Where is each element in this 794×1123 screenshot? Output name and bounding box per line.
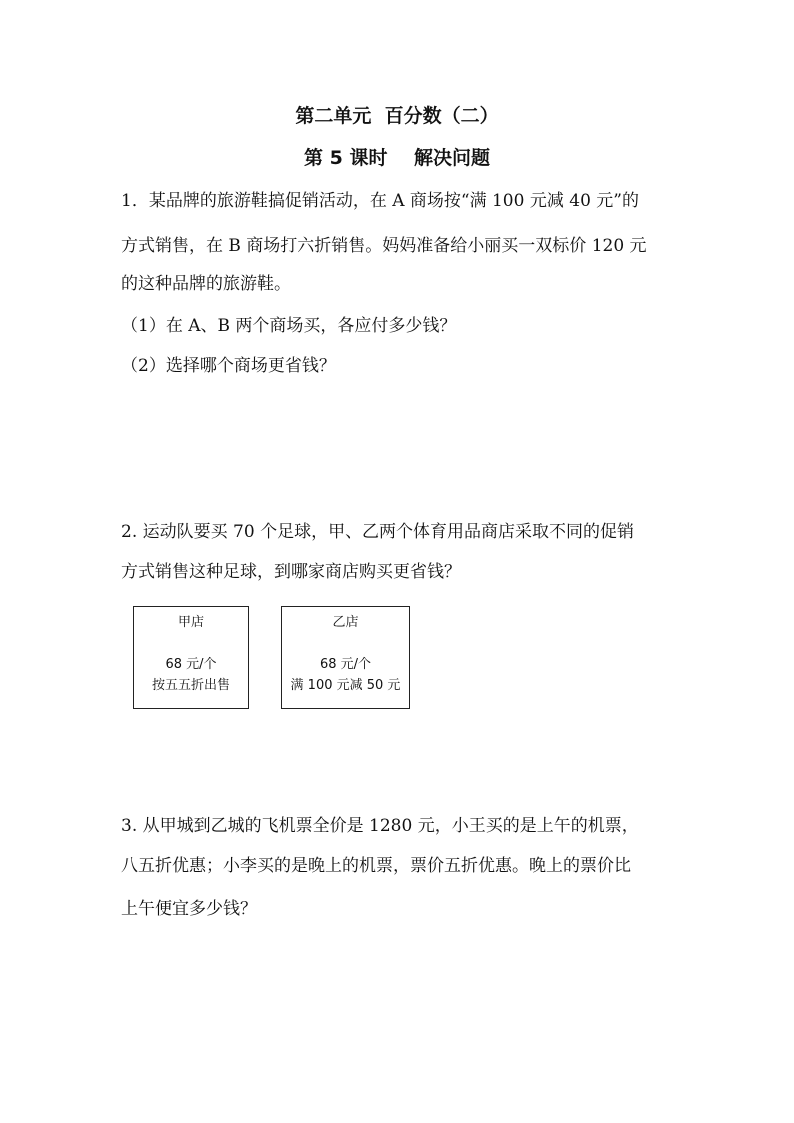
store-a-box: [133, 606, 249, 709]
question-2-line-1: 2. 运动队要买 70 个足球，甲、乙两个体育用品商店采取不同的促销: [121, 522, 635, 542]
store-b-name: 乙店: [332, 615, 359, 630]
question-1-line-1: 1．某品牌的旅游鞋搞促销活动，在 A 商场按“满 100 元减 40 元”的: [121, 191, 639, 211]
store-a-price: 68 元/个: [165, 657, 217, 672]
question-3-line-1: 3. 从甲城到乙城的飞机票全价是 1280 元，小王买的是上午的机票，: [121, 816, 639, 836]
store-b-deal: 满 100 元减 50 元: [290, 678, 401, 693]
question-1-line-3: 的这种品牌的旅游鞋。: [121, 274, 291, 294]
question-3-line-3: 上午便宜多少钱？: [121, 899, 257, 919]
lesson-title: 第 5 课时 解决问题: [304, 147, 490, 169]
question-1-subquestion-2: （2）选择哪个商场更省钱？: [121, 356, 336, 376]
question-2-line-2: 方式销售这种足球，到哪家商店购买更省钱？: [121, 562, 461, 582]
store-a-deal: 按五五折出售: [151, 678, 230, 693]
store-b-price: 68 元/个: [319, 657, 372, 672]
question-1-subquestion-1: （1）在 A、B 两个商场买，各应付多少钱？: [121, 316, 457, 336]
question-1-line-2: 方式销售，在 B 商场打六折销售。妈妈准备给小丽买一双标价 120 元: [121, 236, 647, 256]
question-3-line-2: 八五折优惠；小李买的是晚上的机票，票价五折优惠。晚上的票价比: [121, 856, 631, 876]
store-a-name: 甲店: [177, 615, 204, 630]
store-b-box: [281, 606, 410, 709]
unit-title: 第二单元 百分数（二）: [295, 105, 499, 127]
